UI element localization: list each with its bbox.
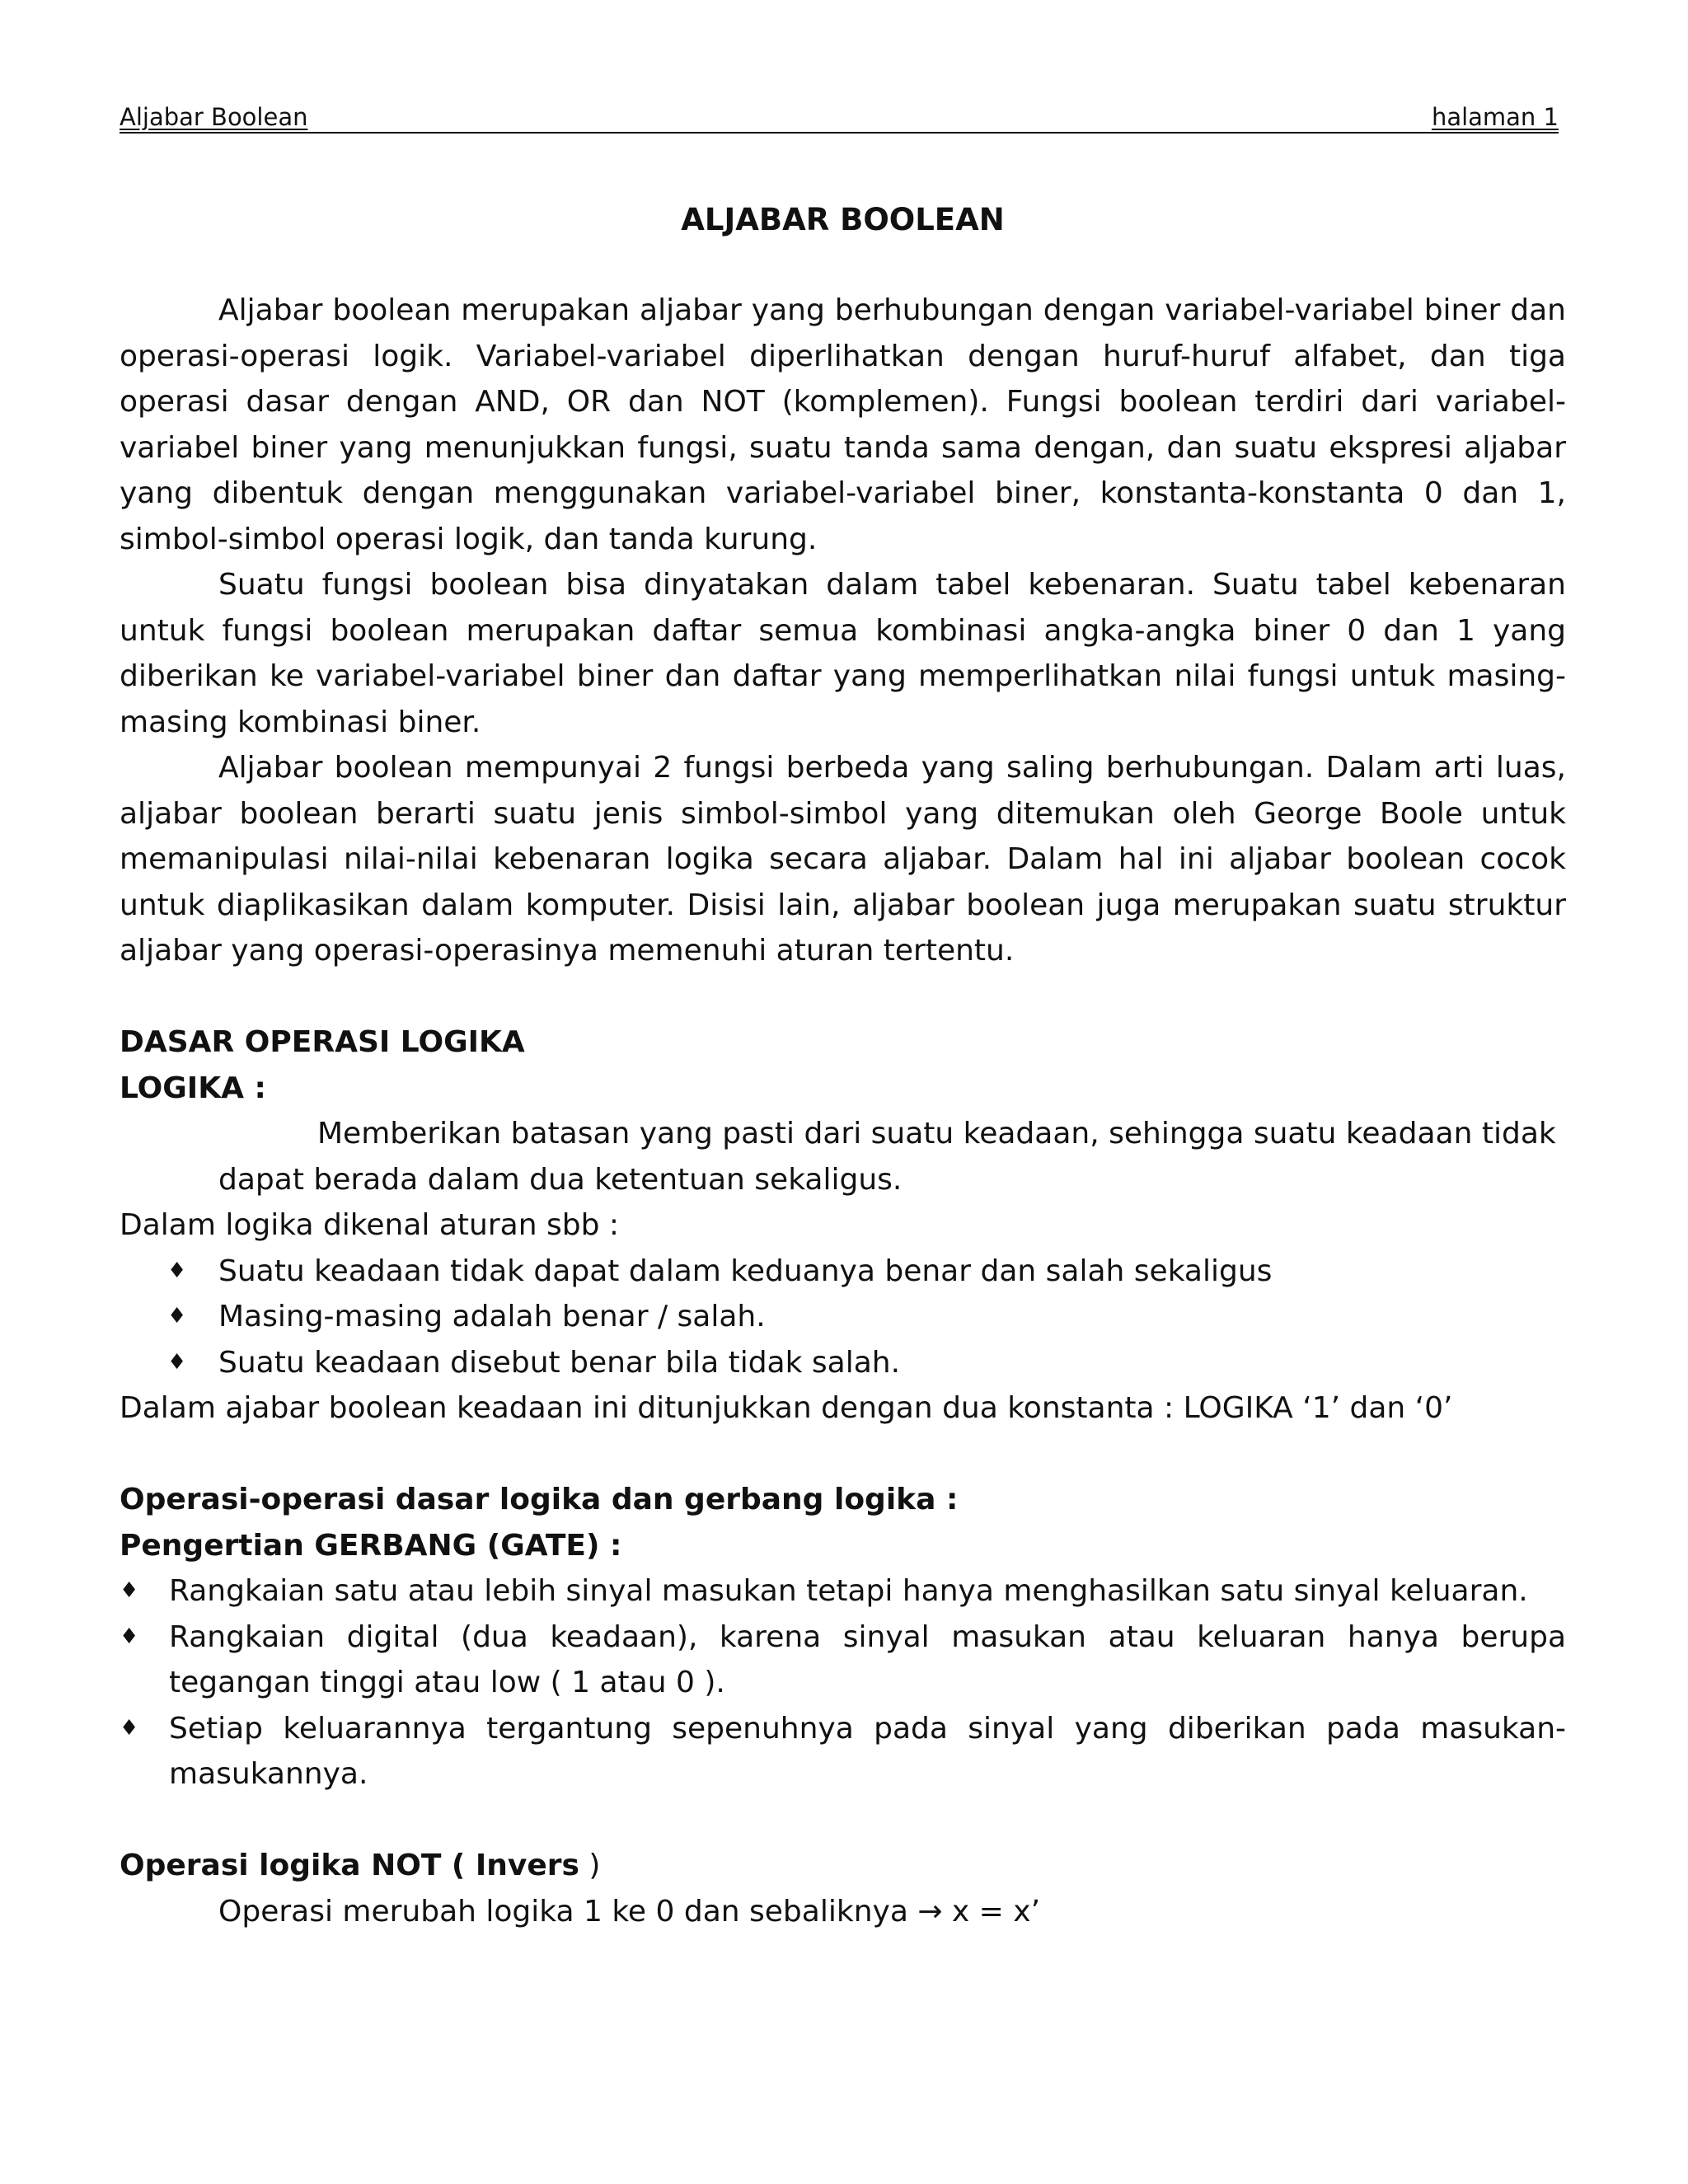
diamond-bullet-icon: ♦ bbox=[120, 1578, 139, 1603]
diamond-bullet-icon: ♦ bbox=[120, 1715, 139, 1741]
section-heading-not: Operasi logika NOT ( Invers ) bbox=[120, 1849, 601, 1882]
rules-closing: Dalam ajabar boolean keadaan ini ditunjukkan dengan dua konstanta : LOGIKA ‘1’ dan ‘0’ bbox=[120, 1391, 1453, 1425]
list-item: ♦ Rangkaian digital (dua keadaan), karena sinyal masukan atau keluaran hanya berupa tegangan tinggi atau low ( 1 atau 0 ). bbox=[120, 1615, 1566, 1706]
intro-paragraph: Aljabar boolean mempunyai 2 fungsi berbeda yang saling berhubungan. Dalam arti luas, aljabar boolean berarti suatu jenis simbol-simbol yang ditemukan oleh George Boole untuk memanipulasi nilai-nilai kebenaran logika secara aljabar. Dalam hal ini aljabar boolean cocok untuk diaplikasikan dalam komputer. Disisi lain, aljabar boolean juga merupakan suatu struktur aljabar yang operasi-operasinya memenuhi aturan tertentu. bbox=[120, 751, 1566, 968]
diamond-bullet-icon: ♦ bbox=[120, 1624, 139, 1649]
list-item: ♦ Suatu keadaan tidak dapat dalam keduanya benar dan salah sekaligus bbox=[120, 1249, 1566, 1295]
gate-definition-list bbox=[120, 1568, 1566, 1797]
not-operation-description: Operasi merubah logika 1 ke 0 dan sebaliknya → x = x’ bbox=[218, 1894, 1041, 1929]
diamond-bullet-icon: ♦ bbox=[167, 1349, 187, 1375]
diamond-bullet-icon: ♦ bbox=[167, 1258, 187, 1283]
diamond-bullet-icon: ♦ bbox=[167, 1304, 187, 1329]
list-item: ♦ Suatu keadaan disebut benar bila tidak salah. bbox=[120, 1340, 1566, 1386]
subheading-gate: Pengertian GERBANG (GATE) : bbox=[120, 1528, 622, 1563]
logic-rules-list bbox=[120, 1249, 1566, 1386]
section-heading-dasar: DASAR OPERASI LOGIKA bbox=[120, 1025, 525, 1059]
list-item: ♦ Setiap keluarannya tergantung sepenuhnya pada sinyal yang diberikan pada masukan-masukannya. bbox=[120, 1706, 1566, 1797]
subheading-logika: LOGIKA : bbox=[120, 1071, 266, 1105]
list-item: ♦ Masing-masing adalah benar / salah. bbox=[120, 1294, 1566, 1340]
logika-definition: Memberikan batasan yang pasti dari suatu keadaan, sehingga suatu keadaan tidak dapat berada dalam dua ketentuan sekaligus. bbox=[218, 1117, 1556, 1197]
page-header bbox=[120, 102, 1559, 134]
intro-paragraph: Suatu fungsi boolean bisa dinyatakan dalam tabel kebenaran. Suatu tabel kebenaran untuk fungsi boolean merupakan daftar semua kombinasi angka-angka biner 0 dan 1 yang diberikan ke variabel-variabel biner dan daftar yang memperlihatkan nilai fungsi untuk masing-masing kombinasi biner. bbox=[120, 568, 1566, 739]
document-title: ALJABAR BOOLEAN bbox=[681, 202, 1005, 237]
document-body bbox=[120, 288, 1566, 1934]
header-title: Aljabar Boolean bbox=[120, 103, 308, 131]
rules-intro: Dalam logika dikenal aturan sbb : bbox=[120, 1208, 619, 1242]
intro-paragraph: Aljabar boolean merupakan aljabar yang berhubungan dengan variabel-variabel biner dan operasi-operasi logik. Variabel-variabel diperlihatkan dengan huruf-huruf alfabet, dan tiga operasi dasar dengan AND, OR dan NOT (komplemen). Fungsi boolean terdiri dari variabel-variabel biner yang menunjukkan fungsi, suatu tanda sama dengan, dan suatu ekspresi aljabar yang dibentuk dengan menggunakan variabel-variabel biner, konstanta-konstanta 0 dan 1, simbol-simbol operasi logik, dan tanda kurung. bbox=[120, 293, 1566, 556]
header-page-number: halaman 1 bbox=[1431, 103, 1559, 131]
list-item: ♦ Rangkaian satu atau lebih sinyal masukan tetapi hanya menghasilkan satu sinyal keluaran. bbox=[120, 1568, 1566, 1615]
section-heading-gerbang: Operasi-operasi dasar logika dan gerbang logika : bbox=[120, 1483, 959, 1516]
